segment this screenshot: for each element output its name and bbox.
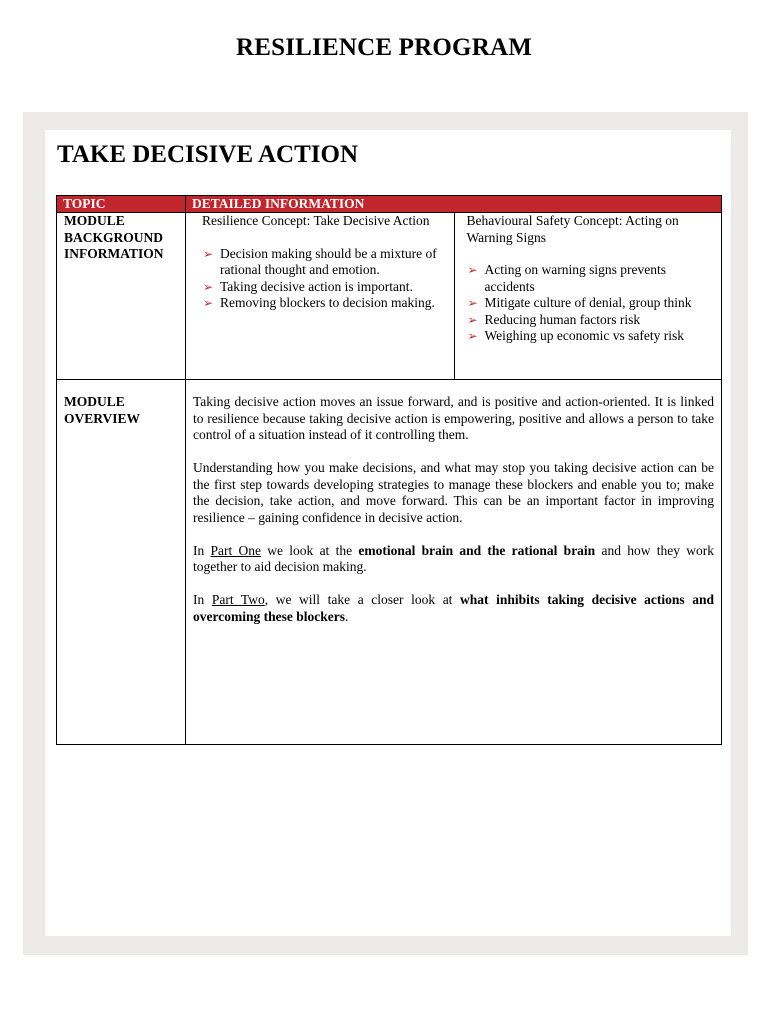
part-one-link[interactable]: Part One [210, 542, 262, 558]
behavioural-bullet-list [467, 262, 717, 345]
background-concepts [186, 213, 722, 379]
resilience-bullet-list [202, 246, 446, 312]
list-item: ➢ Reducing human factors risk [467, 311, 641, 327]
table-row-overview [57, 380, 722, 745]
behavioural-concept-label: Behavioural Safety Concept: Acting on Warning Signs [466, 213, 679, 245]
arrow-bullet-icon: ➢ [467, 296, 478, 310]
overview-paragraph-4: In Part Two, we will take a closer look at what inhibits taking decisive actions and overcoming these blockers. [193, 592, 715, 624]
header-detailed-information: DETAILED INFORMATION [186, 196, 722, 213]
resilience-concept-column [186, 213, 454, 379]
arrow-bullet-icon: ➢ [467, 263, 478, 277]
list-item: ➢ Taking decisive action is important. [203, 278, 413, 294]
overview-paragraph-3: In Part One we look at the emotional brain and the rational brain and how they work together to aid decision making. [193, 542, 714, 574]
table-row-background [57, 213, 722, 380]
arrow-bullet-icon: ➢ [203, 279, 214, 294]
arrow-bullet-icon: ➢ [467, 312, 478, 327]
overview-detail-cell [186, 380, 722, 745]
overview-paragraph-1: Taking decisive action moves an issue forward, and is positive and action-oriented. It is linked to resilience because taking decisive action is empowering, positive and allows a person to take control of a situation instead of it controlling them. [193, 394, 714, 442]
list-item: ➢ Removing blockers to decision making. [203, 295, 435, 310]
part-two-link[interactable]: Part Two [211, 592, 265, 607]
list-item: ➢ Acting on warning signs prevents accidents [467, 262, 666, 294]
table-header-row [57, 196, 722, 213]
topic-background: MODULE BACKGROUND INFORMATION [57, 213, 186, 380]
list-item: ➢ Mitigate culture of denial, group think [467, 295, 692, 310]
document-title: RESILIENCE PROGRAM [236, 34, 532, 61]
emphasis-text: emotional brain and the rational brain [358, 542, 596, 558]
arrow-bullet-icon: ➢ [203, 296, 214, 310]
module-info-table [56, 195, 722, 745]
list-item: ➢ Decision making should be a mixture of rational thought and emotion. [203, 245, 437, 277]
background-detail-cell [186, 213, 722, 380]
topic-overview: MODULE OVERVIEW [57, 380, 186, 745]
header-topic: TOPIC [57, 196, 186, 213]
section-title: TAKE DECISIVE ACTION [57, 141, 359, 168]
list-item: ➢ Weighing up economic vs safety risk [467, 328, 684, 343]
emphasis-text: what inhibits taking decisive actions and overcoming these blockers [193, 592, 715, 624]
resilience-concept-label: Resilience Concept: Take Decisive Action [202, 213, 430, 228]
behavioural-concept-column [454, 213, 722, 379]
arrow-bullet-icon: ➢ [203, 246, 214, 261]
arrow-bullet-icon: ➢ [467, 329, 478, 343]
overview-paragraph-2: Understanding how you make decisions, and what may stop you taking decisive action can be the first step towards developing strategies to manage these blockers and enable you to; make the decision, take action, and move forward. This can be an important factor in improving resilience – gaining confidence in decisive action. [193, 460, 714, 525]
